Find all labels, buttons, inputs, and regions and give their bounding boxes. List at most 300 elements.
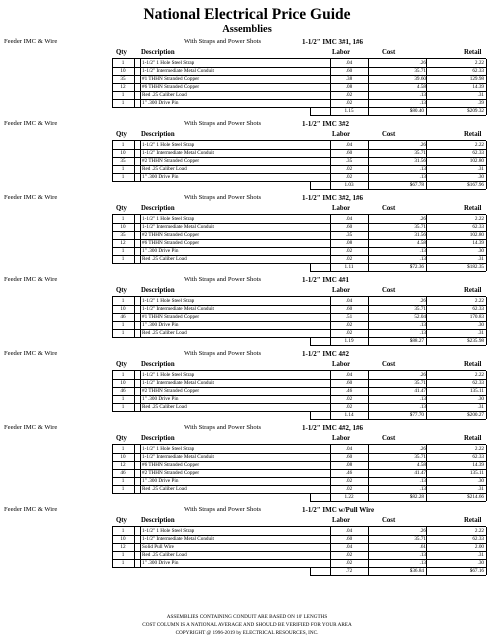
grid-line [140, 527, 141, 567]
total-cost: $82.28 [409, 494, 424, 500]
column-header-labor: Labor [332, 435, 351, 442]
table-row [112, 149, 486, 157]
retail-cell: 2.22 [474, 142, 484, 148]
cost-cell: .61 [419, 544, 426, 550]
cost-cell: 35.71 [414, 380, 426, 386]
cost-cell: 35.71 [414, 224, 426, 230]
labor-cell: .04 [345, 60, 353, 66]
total-labor: 1.15 [344, 108, 354, 114]
cost-cell: .13 [419, 92, 426, 98]
section-size: 1-1/2" IMC w/Pull Wire [302, 506, 375, 514]
labor-cell: .60 [345, 150, 353, 156]
retail-cell: .31 [477, 486, 484, 492]
column-header-qty: Qty [116, 287, 127, 294]
grid-line [426, 371, 427, 411]
description-cell: 1-1/2" Intermediate Metal Conduit [142, 454, 214, 460]
retail-cell: 2.22 [474, 446, 484, 452]
table-row [112, 477, 486, 485]
labor-cell: .35 [345, 232, 353, 238]
grid-line [368, 141, 369, 181]
totals-row [310, 107, 486, 115]
totals-row [310, 567, 486, 575]
labor-cell: .08 [345, 240, 353, 246]
description-cell: 1-1/2" 1 Hole Steel Strap [142, 446, 195, 452]
document-subtitle: Assemblies [222, 24, 272, 35]
total-retail: $214.66 [467, 494, 484, 500]
description-cell: 1" .300 Drive Pin [142, 174, 179, 180]
grid-line [368, 107, 369, 115]
cost-cell: 35.71 [414, 306, 426, 312]
grid-line [310, 337, 311, 345]
table-row [112, 535, 486, 543]
table-row [112, 313, 486, 321]
retail-cell: 2.22 [474, 216, 484, 222]
labor-cell: .35 [345, 158, 353, 164]
grid-line [310, 411, 311, 419]
total-retail: $182.35 [467, 264, 484, 270]
grid-line [368, 445, 369, 493]
cost-cell: .13 [419, 396, 426, 402]
description-cell: 1-1/2" 1 Hole Steel Strap [142, 60, 195, 66]
cost-cell: .13 [419, 256, 426, 262]
description-cell: Red .25 Caliber Load [142, 256, 187, 262]
description-cell: Red .25 Caliber Load [142, 330, 187, 336]
grid-line [310, 567, 311, 575]
table-row [112, 223, 486, 231]
total-labor: 1.11 [344, 264, 354, 270]
labor-cell: .04 [345, 528, 353, 534]
description-cell: 1-1/2" Intermediate Metal Conduit [142, 68, 214, 74]
qty-cell: 1 [121, 174, 125, 180]
description-cell: 1-1/2" 1 Hole Steel Strap [142, 216, 195, 222]
qty-cell: 1 [121, 216, 125, 222]
grid-line [426, 493, 427, 501]
section-size: 1-1/2" IMC 4#1 [302, 276, 350, 284]
grid-line [486, 297, 487, 337]
qty-cell: 1 [121, 142, 125, 148]
retail-cell: 170.83 [469, 314, 484, 320]
grid-line [486, 445, 487, 493]
cost-cell: .26 [419, 142, 426, 148]
column-header-qty: Qty [116, 517, 127, 524]
section-size: 1-1/2" IMC 3#1, 1#6 [302, 38, 364, 46]
total-labor: 1.14 [344, 412, 354, 418]
grid-line [426, 107, 427, 115]
qty-cell: 10 [120, 380, 126, 386]
description-cell: 1-1/2" Intermediate Metal Conduit [142, 306, 214, 312]
description-cell: 1" .300 Drive Pin [142, 478, 179, 484]
labor-cell: .46 [345, 388, 353, 394]
cost-cell: .13 [419, 322, 426, 328]
table-row [112, 371, 486, 379]
cost-cell: 35.71 [414, 454, 426, 460]
table-row [112, 551, 486, 559]
grid-line [486, 371, 487, 411]
cost-cell: .26 [419, 372, 426, 378]
retail-cell: 2.22 [474, 528, 484, 534]
labor-cell: .02 [345, 100, 353, 106]
grid-line [134, 297, 135, 337]
cost-cell: 35.71 [414, 150, 426, 156]
column-header-cost: Cost [382, 287, 396, 294]
retail-cell: 62.33 [472, 306, 484, 312]
retail-cell: 14.39 [472, 84, 484, 90]
labor-cell: .38 [345, 76, 353, 82]
description-cell: 1" .300 Drive Pin [142, 560, 179, 566]
total-cost: $36.84 [409, 568, 424, 574]
grid-line [368, 527, 369, 567]
qty-cell: 1 [121, 298, 125, 304]
cost-cell: 31.56 [414, 158, 426, 164]
labor-cell: .04 [345, 142, 353, 148]
retail-cell: .31 [477, 166, 484, 172]
section-size: 1-1/2" IMC 4#2 [302, 350, 350, 358]
labor-cell: .08 [345, 462, 353, 468]
footer-line: ASSEMBLIES CONTAINING CONDUIT ARE BASED ON 10' LENGTHS [166, 614, 328, 620]
column-header-description: Description [141, 361, 175, 368]
column-header-description: Description [141, 517, 175, 524]
grid-line [368, 567, 369, 575]
totals-row [310, 181, 486, 189]
column-header-labor: Labor [332, 517, 351, 524]
column-header-description: Description [141, 205, 175, 212]
column-header-cost: Cost [382, 205, 396, 212]
qty-cell: 1 [121, 560, 125, 566]
qty-cell: 46 [120, 314, 126, 320]
grid-line [368, 215, 369, 263]
totals-row [310, 263, 486, 271]
grid-line [134, 59, 135, 107]
column-header-retail: Retail [464, 361, 482, 368]
qty-cell: 1 [121, 330, 125, 336]
grid-line [310, 263, 311, 271]
grid-line [330, 527, 331, 567]
table-row [112, 215, 486, 223]
total-cost: $88.27 [409, 338, 424, 344]
table-row [112, 247, 486, 255]
retail-cell: 14.39 [472, 462, 484, 468]
labor-cell: .04 [345, 298, 353, 304]
cost-cell: 41.47 [414, 470, 426, 476]
cost-cell: 4.58 [416, 240, 426, 246]
retail-cell: 2.22 [474, 60, 484, 66]
grid-line [486, 337, 487, 345]
qty-cell: 35 [120, 76, 126, 82]
grid-line [330, 445, 331, 493]
retail-cell: .30 [477, 396, 484, 402]
table-row [112, 485, 486, 493]
table-row [112, 75, 486, 83]
section-description: With Straps and Power Shots [184, 424, 262, 431]
section-description: With Straps and Power Shots [184, 38, 262, 45]
column-header-description: Description [141, 131, 175, 138]
description-cell: Solid Pull Wire [142, 544, 174, 550]
qty-cell: 1 [121, 248, 125, 254]
total-retail: $67.16 [469, 568, 484, 574]
grid-line [330, 263, 331, 271]
cost-cell: 39.60 [414, 76, 426, 82]
labor-cell: .04 [345, 446, 353, 452]
section-description: With Straps and Power Shots [184, 350, 262, 357]
qty-cell: 1 [121, 478, 125, 484]
description-cell: 1" .300 Drive Pin [142, 396, 179, 402]
section-system: Feeder IMC & Wire [4, 506, 58, 513]
qty-cell: 46 [120, 470, 126, 476]
table-row [112, 403, 486, 411]
column-header-cost: Cost [382, 131, 396, 138]
grid-line [486, 527, 487, 567]
grid-line [426, 59, 427, 107]
grid-line [368, 59, 369, 107]
labor-cell: .60 [345, 380, 353, 386]
total-labor: 1.03 [344, 182, 354, 188]
grid-line [426, 141, 427, 181]
qty-cell: 1 [121, 486, 125, 492]
total-labor: 1.19 [344, 338, 354, 344]
table-row [112, 59, 486, 67]
description-cell: #6 THHN Stranded Copper [142, 462, 200, 468]
labor-cell: .51 [345, 314, 353, 320]
grid-line [134, 141, 135, 181]
cost-cell: .13 [419, 552, 426, 558]
qty-cell: 1 [121, 92, 125, 98]
description-cell: #6 THHN Stranded Copper [142, 84, 200, 90]
grid-line [112, 297, 113, 337]
description-cell: #1 THHN Stranded Copper [142, 76, 200, 82]
grid-line [426, 297, 427, 337]
grid-line [426, 445, 427, 493]
qty-cell: 1 [121, 528, 125, 534]
qty-cell: 12 [120, 240, 126, 246]
section-description: With Straps and Power Shots [184, 194, 262, 201]
labor-cell: .60 [345, 306, 353, 312]
qty-cell: 10 [120, 454, 126, 460]
retail-cell: .31 [477, 256, 484, 262]
description-cell: 1-1/2" Intermediate Metal Conduit [142, 150, 214, 156]
grid-line [330, 297, 331, 337]
total-labor: .72 [345, 568, 353, 574]
grid-line [368, 337, 369, 345]
qty-cell: 1 [121, 446, 125, 452]
grid-line [486, 263, 487, 271]
footer-line: COPYRIGHT @ 1996-2019 by ELECTRICAL RESOURCES, INC. [175, 630, 319, 636]
retail-cell: 14.39 [472, 240, 484, 246]
description-cell: 1" .300 Drive Pin [142, 100, 179, 106]
totals-rule [310, 271, 486, 272]
cost-cell: .13 [419, 166, 426, 172]
table-row [112, 67, 486, 75]
column-header-qty: Qty [116, 361, 127, 368]
grid-line [310, 181, 311, 189]
column-header-retail: Retail [464, 205, 482, 212]
grid-line [486, 567, 487, 575]
retail-cell: 62.33 [472, 224, 484, 230]
labor-cell: .02 [345, 560, 353, 566]
cost-cell: .26 [419, 528, 426, 534]
retail-cell: 62.33 [472, 380, 484, 386]
description-cell: 1-1/2" 1 Hole Steel Strap [142, 142, 195, 148]
column-header-qty: Qty [116, 435, 127, 442]
column-header-cost: Cost [382, 435, 396, 442]
column-header-qty: Qty [116, 131, 127, 138]
column-header-retail: Retail [464, 131, 482, 138]
grid-line [426, 527, 427, 567]
retail-cell: 102.80 [469, 158, 484, 164]
grid-line [330, 141, 331, 181]
table-row [112, 305, 486, 313]
labor-cell: .60 [345, 224, 353, 230]
cost-cell: .26 [419, 60, 426, 66]
labor-cell: .60 [345, 68, 353, 74]
table-row [112, 379, 486, 387]
labor-cell: .04 [345, 544, 353, 550]
retail-cell: 2.22 [474, 372, 484, 378]
grid-line [134, 527, 135, 567]
qty-cell: 10 [120, 536, 126, 542]
grid-line [112, 371, 113, 411]
description-cell: #2 THHN Stranded Copper [142, 388, 200, 394]
description-cell: #2 THHN Stranded Copper [142, 158, 200, 164]
document-title: National Electrical Price Guide [143, 6, 351, 23]
column-header-retail: Retail [464, 287, 482, 294]
section-system: Feeder IMC & Wire [4, 38, 58, 45]
table-row [112, 453, 486, 461]
retail-cell: .39 [477, 100, 484, 106]
qty-cell: 1 [121, 322, 125, 328]
column-header-labor: Labor [332, 287, 351, 294]
grid-line [486, 59, 487, 107]
column-header-qty: Qty [116, 205, 127, 212]
section-size: 1-1/2" IMC 4#2, 1#6 [302, 424, 364, 432]
description-cell: Red .25 Caliber Load [142, 92, 187, 98]
retail-cell: 2.00 [474, 544, 484, 550]
description-cell: #1 THHN Stranded Copper [142, 314, 200, 320]
total-cost: $77.70 [409, 412, 424, 418]
table-row [112, 157, 486, 165]
grid-line [330, 493, 331, 501]
total-labor: 1.22 [344, 494, 354, 500]
table-row [112, 543, 486, 551]
table-row [112, 461, 486, 469]
qty-cell: 10 [120, 68, 126, 74]
qty-cell: 35 [120, 158, 126, 164]
grid-line [140, 59, 141, 107]
grid-line [426, 567, 427, 575]
labor-cell: .04 [345, 372, 353, 378]
description-cell: 1" .300 Drive Pin [142, 248, 179, 254]
retail-cell: 62.33 [472, 150, 484, 156]
column-header-labor: Labor [332, 49, 351, 56]
table-row [112, 297, 486, 305]
grid-line [140, 141, 141, 181]
section-size: 1-1/2" IMC 3#2 [302, 120, 350, 128]
retail-cell: .31 [477, 330, 484, 336]
section-system: Feeder IMC & Wire [4, 120, 58, 127]
section-system: Feeder IMC & Wire [4, 276, 58, 283]
description-cell: 1-1/2" 1 Hole Steel Strap [142, 298, 195, 304]
retail-cell: 2.22 [474, 298, 484, 304]
qty-cell: 46 [120, 388, 126, 394]
retail-cell: .31 [477, 92, 484, 98]
table-row [112, 527, 486, 535]
cost-cell: 4.58 [416, 462, 426, 468]
labor-cell: .02 [345, 404, 353, 410]
labor-cell: .02 [345, 92, 353, 98]
table-row [112, 255, 486, 263]
section-description: With Straps and Power Shots [184, 120, 262, 127]
grid-line [140, 297, 141, 337]
table-row [112, 395, 486, 403]
description-cell: Red .25 Caliber Load [142, 552, 187, 558]
grid-line [134, 371, 135, 411]
qty-cell: 1 [121, 404, 125, 410]
retail-cell: 135.11 [469, 470, 484, 476]
grid-line [310, 493, 311, 501]
qty-cell: 12 [120, 462, 126, 468]
table-row [112, 165, 486, 173]
cost-cell: .13 [419, 248, 426, 254]
column-header-cost: Cost [382, 517, 396, 524]
column-header-labor: Labor [332, 131, 351, 138]
total-cost: $72.36 [409, 264, 424, 270]
table-row [112, 469, 486, 477]
grid-line [310, 107, 311, 115]
labor-cell: .02 [345, 166, 353, 172]
column-header-retail: Retail [464, 517, 482, 524]
retail-cell: 129.98 [469, 76, 484, 82]
description-cell: #2 THHN Stranded Copper [142, 470, 200, 476]
totals-row [310, 493, 486, 501]
column-header-labor: Labor [332, 361, 351, 368]
grid-line [112, 215, 113, 263]
total-retail: $235.98 [467, 338, 484, 344]
total-cost: $80.40 [409, 108, 424, 114]
grid-line [426, 215, 427, 263]
labor-cell: .02 [345, 330, 353, 336]
grid-line [112, 59, 113, 107]
cost-cell: 35.71 [414, 68, 426, 74]
description-cell: Red .25 Caliber Load [142, 166, 187, 172]
totals-row [310, 337, 486, 345]
grid-line [426, 263, 427, 271]
description-cell: #6 THHN Stranded Copper [142, 240, 200, 246]
total-retail: $200.27 [467, 412, 484, 418]
description-cell: 1-1/2" Intermediate Metal Conduit [142, 536, 214, 542]
grid-line [426, 181, 427, 189]
totals-rule [310, 419, 486, 420]
column-header-labor: Labor [332, 205, 351, 212]
retail-cell: .30 [477, 174, 484, 180]
section-size: 1-1/2" IMC 3#2, 1#6 [302, 194, 364, 202]
total-cost: $67.78 [409, 182, 424, 188]
retail-cell: .31 [477, 404, 484, 410]
grid-line [486, 107, 487, 115]
grid-line [330, 567, 331, 575]
qty-cell: 12 [120, 544, 126, 550]
totals-rule [310, 501, 486, 502]
table-row [112, 329, 486, 337]
retail-cell: 62.33 [472, 68, 484, 74]
grid-line [330, 59, 331, 107]
qty-cell: 1 [121, 256, 125, 262]
labor-cell: .04 [345, 216, 353, 222]
labor-cell: .02 [345, 174, 353, 180]
table-row [112, 141, 486, 149]
labor-cell: .02 [345, 486, 353, 492]
retail-cell: .30 [477, 560, 484, 566]
grid-line [134, 215, 135, 263]
description-cell: Red .25 Caliber Load [142, 404, 187, 410]
